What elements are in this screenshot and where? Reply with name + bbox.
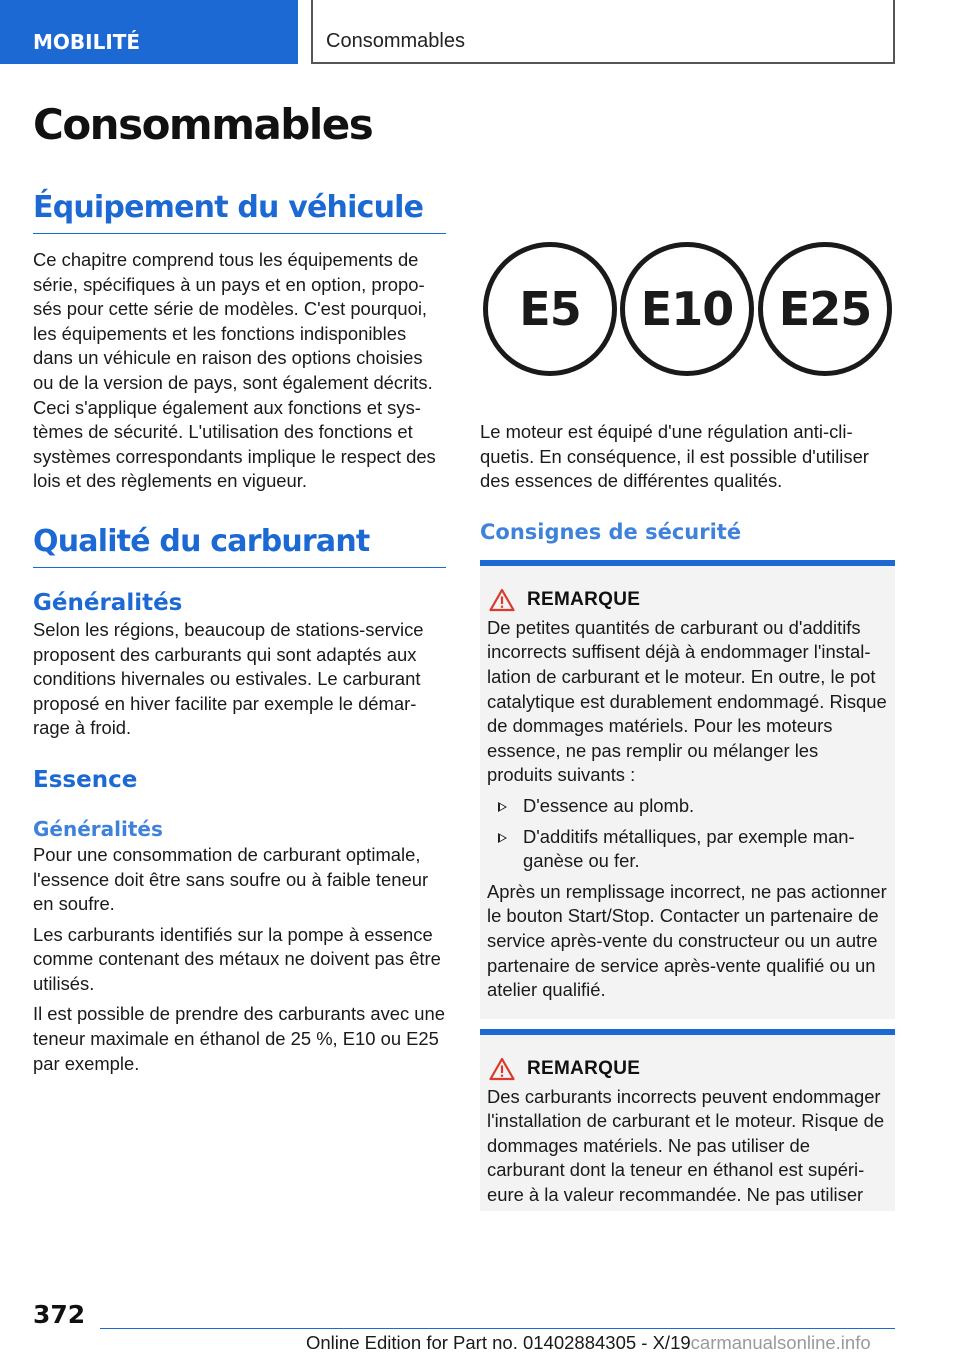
paragraph-generalites: Selon les régions, beaucoup de stations-service proposent des carburants qui sont adaptés aux conditions hivernales ou estivales. Le carburant proposé en hiver facilite par exemple le démarrage à froid. [33,618,424,739]
notice-1-paragraph-2: Après un remplissage incorrect, ne pas actionner le bouton Start/Stop. Contacter un partenaire de service après-vente du constructeur ou un autre partenaire de service après-vente qualifié ou un atelier qualifié. [487,880,887,1001]
header-section-tab: MOBILITÉ [0,0,298,64]
heading-essence-generalites: Généralités [33,816,163,841]
bullet-triangle-icon [498,802,507,812]
fuel-logo-e10: E10 [620,242,754,376]
warning-icon [489,588,515,612]
notice-box-1 [480,560,895,1019]
paragraph-essence-3: Il est possible de prendre des carburants avec une teneur maximale en éthanol de 25 %, E10 ou E25 par exemple. [33,1003,445,1074]
warning-icon [489,1057,515,1081]
heading-generalites: Généralités [33,589,183,616]
page-title: Consommables [33,100,373,149]
footer-watermark[interactable]: carmanualsonline.info [690,1332,871,1353]
paragraph-equipement: Ce chapitre comprend tous les équipements de série, spécifiques à un pays et en option, proposés pour cette série de modèles. C'est pourquoi, les équipements et les fonctions indisponibles dans un véhicule en raison des options choisies ou de la version de pays, sont également décrits. Ceci s'applique également aux fonctions et systèmes de sécurité. L'utilisation des fonctions et systèmes correspondants implique le respect des lois et des règlements en vigueur. [33,249,436,492]
notice-label: REMARQUE [527,588,641,610]
footer-edition-text: Online Edition for Part no. 01402884305 - X/19 [306,1332,691,1353]
right-column [480,420,895,1211]
heading-equipement: Équipement du véhicule [33,190,446,234]
notice-box-2 [480,1029,895,1211]
list-item: D'essence au plomb. [487,794,887,819]
list-item: D'additifs métalliques, par exemple manganèse ou fer. [487,825,887,874]
fuel-logo-e25: E25 [758,242,892,376]
fuel-grade-logos [480,238,895,398]
footer-edition [306,1332,871,1354]
heading-consignes-securite: Consignes de sécurité [480,519,742,544]
heading-essence: Essence [33,766,138,793]
footer-divider [100,1328,895,1329]
paragraph-essence-1: Pour une consommation de carburant optimale, l'essence doit être sans soufre ou à faible teneur en soufre. [33,843,429,915]
paragraph-moteur: Le moteur est équipé d'une régulation anti-cliquetis. En conséquence, il est possible d'utiliser des essences de différentes qualités. [480,421,869,492]
notice-label: REMARQUE [527,1057,641,1079]
notice-1-list [487,794,887,874]
paragraph-essence-2: Les carburants identifiés sur la pompe à essence comme contenant des métaux ne doivent pas être utilisés. [33,923,441,994]
heading-qualite-carburant: Qualité du carburant [33,524,446,568]
fuel-logo-e5: E5 [483,242,617,376]
bullet-triangle-icon [498,833,507,843]
notice-1-paragraph-1: De petites quantités de carburant ou d'additifs incorrects suffisent déjà à endommager l'installation de carburant et le moteur. En outre, le pot catalytique est durablement endommagé. Risque de dommages matériels. Pour les moteurs essence, ne pas remplir ou mélanger les produits suivants : [487,616,887,786]
notice-2-paragraph-1: Des carburants incorrects peuvent endommager l'installation de carburant et le moteur. Risque de dommages matériels. Ne pas utiliser de carburant dont la teneur en éthanol est supérieure à la valeur recommandée. Ne pas utiliser [487,1085,885,1206]
header-topic: Consommables [311,0,895,64]
left-column [33,190,446,1076]
page-number: 372 [33,1300,86,1329]
